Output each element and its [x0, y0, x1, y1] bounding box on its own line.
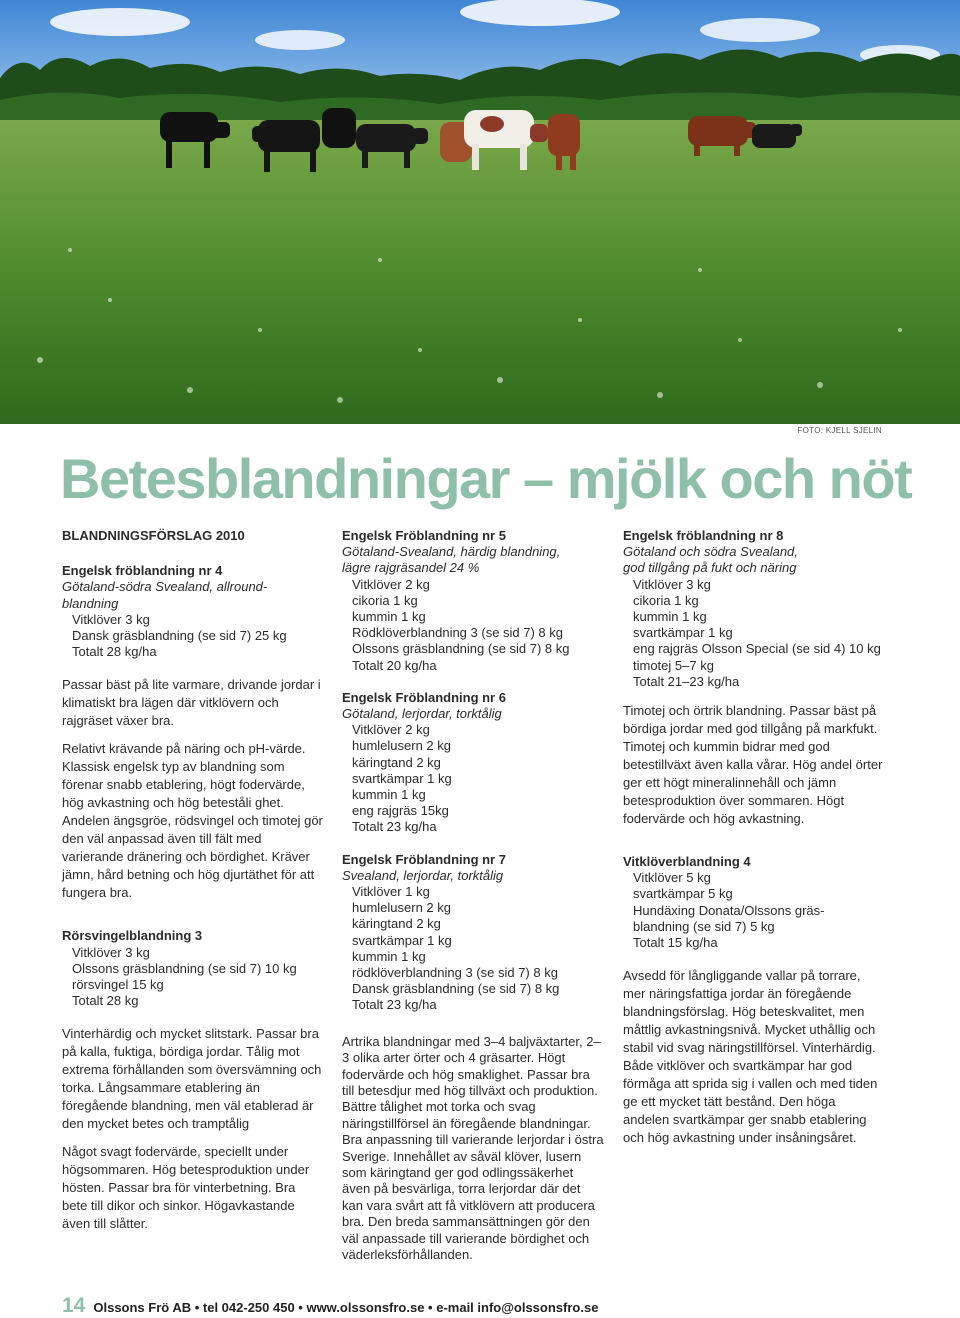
mix-subtitle: god tillgång på fukt och näring: [623, 560, 797, 576]
ingredient: kummin 1 kg: [352, 609, 426, 625]
mix-title: Engelsk fröblandning nr 8: [623, 528, 784, 543]
ingredient: Olssons gräsblandning (se sid 7) 8 kg: [352, 641, 570, 657]
mix-title: Engelsk fröblandning nr 4: [62, 563, 223, 579]
ingredient: rödklöverblandning 3 (se sid 7) 8 kg: [352, 965, 558, 981]
ingredient: Vitklöver 2 kg: [352, 722, 430, 738]
ingredient: eng rajgräs Olsson Special (se sid 4) 10 kg: [633, 641, 881, 657]
ingredient: Dansk gräsblandning (se sid 7) 25 kg: [72, 628, 287, 644]
ingredient: käringtand 2 kg: [352, 916, 441, 932]
paragraph: Relativt krävande på näring och pH-värde. Klassisk engelsk typ av blandning som förenar snabb etablering, högt fodervärde, hög avkastning och hög beteståli ghet. Andelen ängsgröe, rödsvingel och timotej gör den väl anpassad även till fält med varierande dränering och bördighet. Kräver jämn, hård betning och hög djurtäthet för att fungera bra.: [62, 741, 323, 901]
mix-block-5: [342, 528, 604, 674]
ingredient: cikoria 1 kg: [352, 592, 418, 608]
ingredient: Vitklöver 3 kg: [72, 611, 150, 627]
mix-title: Engelsk Fröblandning nr 5: [342, 528, 506, 543]
ingredient: kummin 1 kg: [352, 787, 426, 803]
section-kicker: BLANDNINGSFÖRSLAG 2010: [62, 528, 245, 543]
mix-subtitle: blandning: [62, 595, 119, 611]
mix-subtitle: lägre rajgräsandel 24 %: [342, 560, 480, 576]
photo-credit: FOTO: KJELL SJELIN: [797, 426, 882, 435]
paragraph: Vinterhärdig och mycket slitstark. Passar bra på kalla, fuktiga, bördiga jordar. Tålig mot extrema förhållanden som översvämning och torka. Långsammare etablering än föregående blandning, men väl etablerad är den mycket betes och tramptålig: [62, 1026, 322, 1132]
ingredient: Totalt 15 kg/ha: [633, 935, 718, 951]
mix-block-6: [342, 690, 604, 836]
ingredient: humlelusern 2 kg: [352, 900, 451, 916]
page-footer: [62, 1294, 598, 1316]
ingredient: käringtand 2 kg: [352, 754, 441, 770]
footer-contact: Olssons Frö AB • tel 042-250 450 • www.olssonsfro.se • e-mail info@olssonsfro.se: [93, 1300, 599, 1315]
column-1: [62, 528, 324, 1243]
paragraph: Timotej och örtrik blandning. Passar bäst på bördiga jordar med god tillgång på markfukt. Timotej och kummin bidrar med god betestillväxt även kalla vårar. Hög andel örter ger ett högt mineralinnehåll och jämn betesproduktion över sommaren. Högt fodervärde och hög avkastning.: [623, 703, 883, 827]
mix-block-rorsvingel-3: [62, 928, 324, 1009]
mix-title: Vitklöverblandning 4: [623, 854, 751, 870]
ingredient: blandning (se sid 7) 5 kg: [633, 918, 775, 934]
ingredient: Totalt 23 kg/ha: [352, 997, 437, 1013]
mix-title: Engelsk Fröblandning nr 6: [342, 689, 506, 705]
column-2: [342, 528, 604, 1273]
ingredient: cikoria 1 kg: [633, 592, 699, 608]
mix-title: Engelsk Fröblandning nr 7: [342, 851, 506, 867]
ingredient: Vitklöver 1 kg: [352, 884, 430, 900]
ingredient: timotej 5–7 kg: [633, 657, 714, 673]
ingredient: Rödklöverblandning 3 (se sid 7) 8 kg: [352, 625, 564, 641]
ingredient: Hundäxing Donata/Olssons gräs-: [633, 902, 825, 918]
ingredient: svartkämpar 1 kg: [352, 770, 452, 786]
ingredient: Vitklöver 2 kg: [352, 576, 430, 592]
column-3: [623, 528, 913, 1157]
ingredient: Vitklöver 5 kg: [633, 870, 711, 886]
mix-subtitle: Götaland-södra Svealand, allround-: [62, 579, 268, 595]
ingredient: Totalt 21–23 kg/ha: [633, 673, 740, 689]
ingredient: Totalt 23 kg/ha: [352, 819, 437, 835]
ingredient: rörsvingel 15 kg: [72, 977, 164, 993]
mix-block-vitklover-4: [623, 854, 913, 951]
page-number: 14: [62, 1294, 86, 1317]
ingredient: svartkämpar 1 kg: [352, 932, 452, 948]
ingredient: Totalt 28 kg: [72, 993, 139, 1009]
ingredient: Vitklöver 3 kg: [72, 944, 150, 960]
mix-block-8: [623, 528, 913, 690]
ingredient: Dansk gräsblandning (se sid 7) 8 kg: [352, 981, 560, 997]
cows-on-pasture-illustration: [0, 0, 960, 424]
paragraph: Något svagt fodervärde, speciellt under högsommaren. Hög betesproduktion under hösten. Passar bra för vinterbetning. Bra bete till dikor och sinkor. Högavkastande även till slåtter.: [62, 1144, 310, 1232]
ingredient: Totalt 28 kg/ha: [72, 644, 157, 660]
paragraph: Artrika blandningar med 3–4 baljväxtarter, 2–3 olika arter örter och 4 gräsarter. Högt fodervärde och hög smaklighet. Passar bra till betesdjur med hög tillväxt och produktion. Bättre tålighet mot torka och svag näringstillförsel än föregående blandningar. Bra anpassning till varierande lerjordar i östra Sverige. Innehållet av såväl klöver, lusern som käringtand ger god odlingssäkerhet även på besvärliga, torra lerjordar där det kan vara svårt att få vitklövern att producera bra. Den breda sammansättningen gör den väl anpassade till varierande bördighet och väderleksförhållanden.: [342, 1033, 604, 1262]
mix-subtitle: Svealand, lerjordar, torktålig: [342, 867, 504, 883]
paragraph: Avsedd för långliggande vallar på torrare, mer näringsfattiga jordar än föregående blandningsförslag. Hög beteskvalitet, men måttlig avkastningsnivå. Mycket uthållig och stabil vid svag näringstillförsel. Vinterhärdig. Både vitklöver och svartkämpar har god förmåga att sprida sig i vallen och med tiden ge ett mycket tätt bestånd. Den höga andelen svartkämpar ger snabb etablering och hög avkastning under insåningsåret.: [623, 968, 878, 1146]
ingredient: kummin 1 kg: [633, 609, 707, 625]
paragraph: Passar bäst på lite varmare, drivande jordar i klimatiskt bra lägen där vitklövern och rajgräset växer bra.: [62, 677, 321, 729]
ingredient: eng rajgräs 15kg: [352, 803, 449, 819]
pasture-photo: [0, 0, 960, 424]
ingredient: Vitklöver 3 kg: [633, 576, 711, 592]
mix-subtitle: Götaland och södra Svealand,: [623, 544, 798, 560]
mix-subtitle: Götaland, lerjordar, torktålig: [342, 706, 502, 722]
mix-title: Rörsvingelblandning 3: [62, 928, 203, 944]
page-title: Betesblandningar – mjölk och nöt: [60, 447, 912, 510]
ingredient: Totalt 20 kg/ha: [352, 657, 437, 673]
mix-subtitle: Götaland-Svealand, härdig blandning,: [342, 544, 561, 560]
ingredient: svartkämpar 1 kg: [633, 625, 733, 641]
ingredient: svartkämpar 5 kg: [633, 886, 733, 902]
mix-block-4: [62, 563, 324, 660]
ingredient: Olssons gräsblandning (se sid 7) 10 kg: [72, 960, 297, 976]
mix-block-7: [342, 852, 604, 1014]
ingredient: humlelusern 2 kg: [352, 738, 451, 754]
ingredient: kummin 1 kg: [352, 948, 426, 964]
